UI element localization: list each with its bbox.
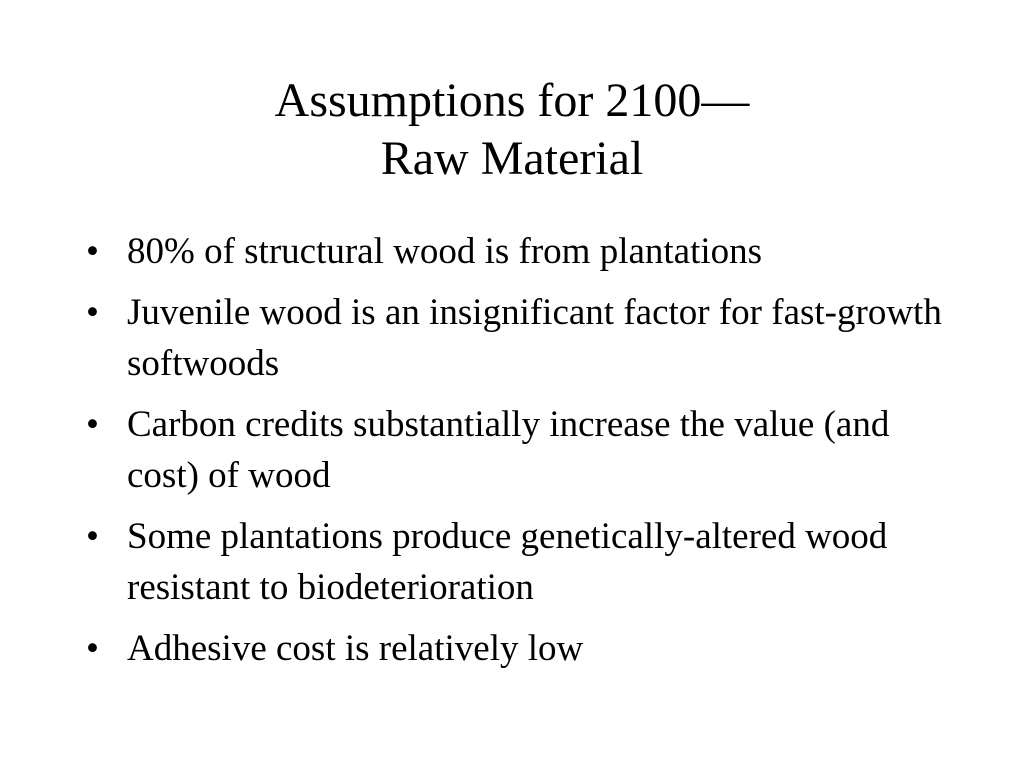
bullet-item [86, 511, 946, 613]
bullet-text: Some plantations produce genetically-altered wood resistant to biodeterioration [127, 516, 888, 608]
bullet-dot-icon: • [86, 231, 99, 272]
bullet-dot-icon: • [86, 628, 99, 669]
bullet-item [86, 226, 946, 277]
bullet-item [86, 287, 946, 389]
slide-title-line-2: Raw Material [380, 132, 644, 185]
slide-title [0, 72, 1024, 188]
bullet-item [86, 623, 946, 674]
bullet-dot-icon: • [86, 404, 99, 445]
bullet-dot-icon: • [86, 292, 99, 333]
bullet-dot-icon: • [86, 516, 99, 557]
slide-title-line-1: Assumptions for 2100— [274, 74, 750, 127]
bullet-text: Carbon credits substantially increase the value (and cost) of wood [127, 404, 890, 496]
bullet-item [86, 399, 946, 501]
bullet-list [86, 226, 946, 684]
bullet-text: Adhesive cost is relatively low [127, 628, 584, 669]
bullet-text: 80% of structural wood is from plantations [127, 231, 763, 272]
bullet-text: Juvenile wood is an insignificant factor for fast-growth softwoods [127, 292, 942, 384]
